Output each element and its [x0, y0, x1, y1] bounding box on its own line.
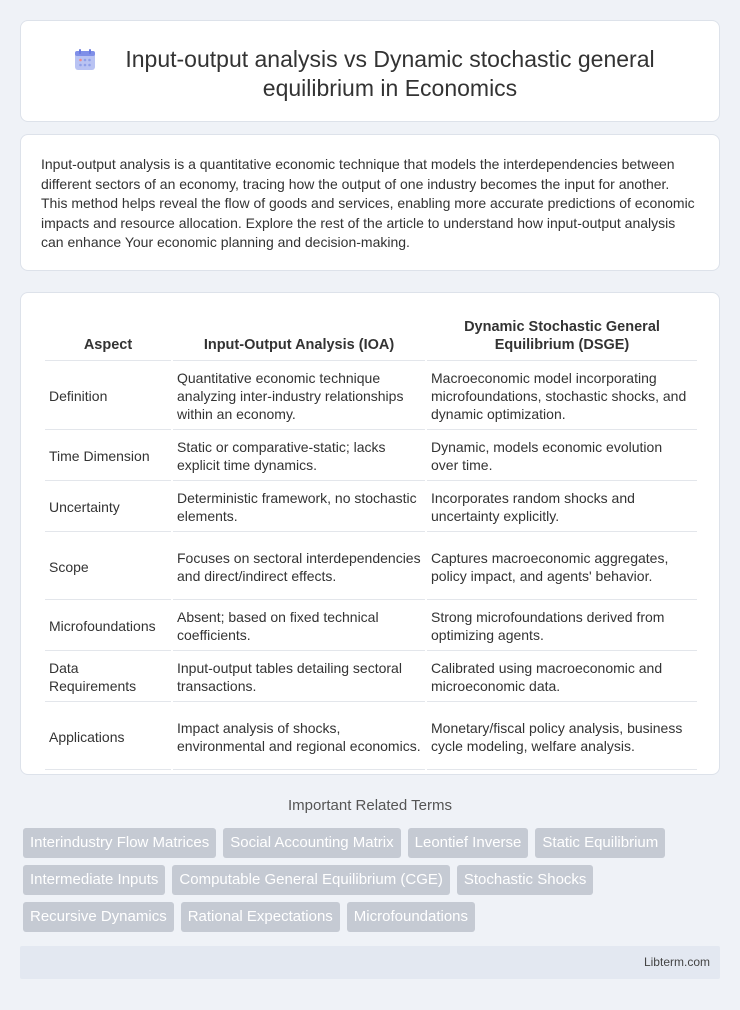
header-ioa: Input-Output Analysis (IOA) — [173, 318, 425, 361]
row-dsge: Dynamic, models economic evolution over time. — [427, 432, 697, 481]
row-ioa: Absent; based on fixed technical coefficients. — [173, 602, 425, 651]
title-card — [20, 20, 720, 122]
related-term-tag[interactable]: Interindustry Flow Matrices — [23, 828, 216, 858]
related-term-tag[interactable]: Social Accounting Matrix — [223, 828, 400, 858]
row-ioa: Focuses on sectoral interdependencies and direct/indirect effects. — [173, 534, 425, 600]
table-row — [45, 653, 697, 702]
row-aspect: Microfoundations — [45, 602, 171, 651]
related-term-tag[interactable]: Rational Expectations — [181, 902, 340, 932]
row-aspect: Definition — [45, 363, 171, 430]
related-term-tag[interactable]: Microfoundations — [347, 902, 475, 932]
table-row — [45, 534, 697, 600]
row-dsge: Captures macroeconomic aggregates, policy impact, and agents' behavior. — [427, 534, 697, 600]
row-dsge: Incorporates random shocks and uncertainty explicitly. — [427, 483, 697, 532]
row-aspect: Scope — [45, 534, 171, 600]
related-term-tag[interactable]: Intermediate Inputs — [23, 865, 165, 895]
row-dsge: Strong microfoundations derived from optimizing agents. — [427, 602, 697, 651]
related-term-tag[interactable]: Static Equilibrium — [535, 828, 665, 858]
tag-row — [23, 828, 723, 858]
row-dsge: Monetary/fiscal policy analysis, business cycle modeling, welfare analysis. — [427, 704, 697, 770]
header-aspect: Aspect — [45, 318, 171, 361]
related-terms-title: Important Related Terms — [288, 797, 452, 814]
row-aspect: Uncertainty — [45, 483, 171, 532]
footer-site-link[interactable]: Libterm.com — [643, 955, 710, 969]
table-row — [45, 704, 697, 770]
row-dsge: Macroeconomic model incorporating microfoundations, stochastic shocks, and dynamic optimization. — [427, 363, 697, 430]
comparison-table-card — [20, 292, 720, 775]
row-ioa: Input-output tables detailing sectoral transactions. — [173, 653, 425, 702]
row-ioa: Impact analysis of shocks, environmental and regional economics. — [173, 704, 425, 770]
header-dsge: Dynamic Stochastic General Equilibrium (DSGE) — [427, 318, 697, 361]
row-ioa: Static or comparative-static; lacks explicit time dynamics. — [173, 432, 425, 481]
row-aspect: Data Requirements — [45, 653, 171, 702]
table-row — [45, 432, 697, 481]
row-aspect: Applications — [45, 704, 171, 770]
tag-row — [23, 902, 723, 932]
table-row — [45, 602, 697, 651]
page-title: Input-output analysis vs Dynamic stochastic general equilibrium in Economics — [125, 46, 655, 101]
related-term-tag[interactable]: Leontief Inverse — [408, 828, 529, 858]
related-term-tag[interactable]: Computable General Equilibrium (CGE) — [172, 865, 449, 895]
tag-row — [23, 865, 723, 895]
row-ioa: Deterministic framework, no stochastic elements. — [173, 483, 425, 532]
row-dsge: Calibrated using macroeconomic and microeconomic data. — [427, 653, 697, 702]
related-term-tag[interactable]: Stochastic Shocks — [457, 865, 594, 895]
footer — [20, 946, 720, 979]
table-row — [45, 483, 697, 532]
intro-card — [20, 134, 720, 271]
related-term-tag[interactable]: Recursive Dynamics — [23, 902, 174, 932]
related-terms-list — [23, 828, 723, 939]
intro-paragraph: Input-output analysis is a quantitative economic technique that models the interdependencies between different sectors of an economy, tracing how the output of one industry becomes the input for another. This method helps reveal the flow of goods and services, enabling more accurate predictions of economic impacts and resource allocation. Explore the rest of the article to understand how input-output analysis can enhance Your economic planning and decision-making. — [41, 156, 695, 250]
table-row — [45, 363, 697, 430]
row-ioa: Quantitative economic technique analyzing inter-industry relationships within an economy. — [173, 363, 425, 430]
row-aspect: Time Dimension — [45, 432, 171, 481]
table-header-row — [45, 318, 697, 361]
comparison-table — [43, 316, 699, 772]
